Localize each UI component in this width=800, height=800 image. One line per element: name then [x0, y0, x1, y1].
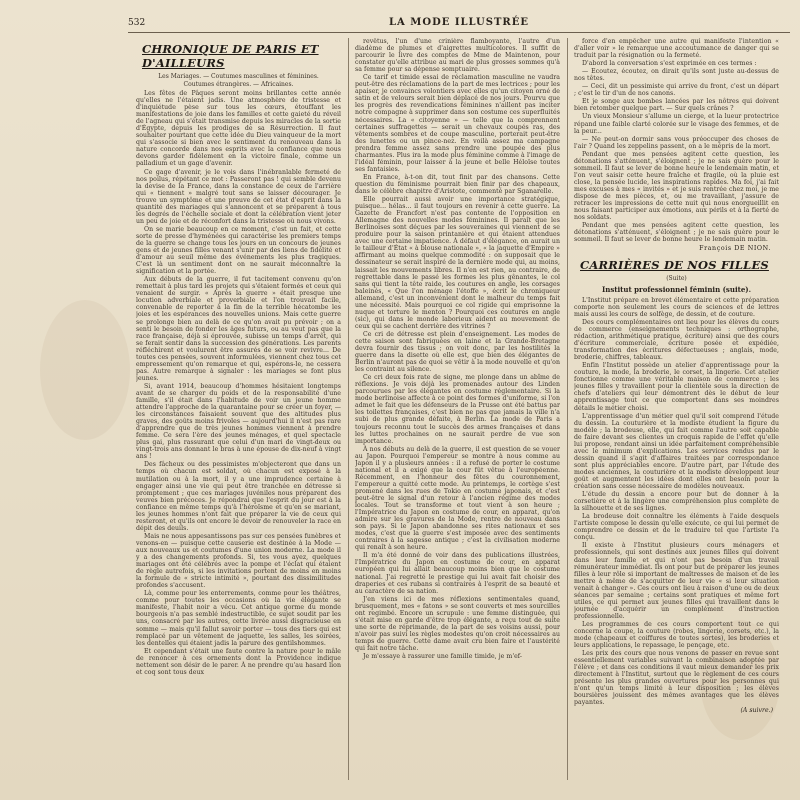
paragraph: revêtus, l'un d'une crinière flamboyante, l'autre d'un diadème de plumes et d'aigrettes multicolores. Il suffit de parcourir le livre des comptes de Mme de Maintenon, pour constater qu'elle attribue au mari de plus grosses sommes qu'à sa femme pour sa dépense somptuaire. — [355, 38, 560, 74]
paragraph: J'en viens ici de mes réflexions sentimentales quand, brusquement, mes « fatons » se sont couverts et mes sourcilles ont regimbé. Encore un scrupule : une femme distinguée, qui s'était mise en garde d'être trop élégante, a reçu tout de suite une sorte de réprimande, de la part de ses voisins aussi, pour n'avoir pas suivi les règles modestes qu'on croit nécessaires au temps de guerre. Cette dame avait cru bien faire et l'austérité qui fait notre tâche. — [355, 595, 560, 652]
paragraph: D'abord la conversation s'est exprimée en ces termes : — [582, 60, 757, 68]
paragraph: L'Institut prépare en brevet élémentaire et cette préparation comporte non seulement les cours de sciences et de lettres mais aussi les cours de solfège, de dessin, et de couture. — [574, 296, 779, 318]
paragraph: Pendant que mes pensées agitent cette question, les détonations s'atténuent, s'éloignent ; je ne sais guère pour le sommeil. Il faut se lever de bonne heure le lendemain matin. — [574, 222, 779, 244]
paragraph: À nos débuts au delà de la guerre, il est question de se vouer au Japon. Pourquoi l'empereur se montre à nous comme au Japon il y a plusieurs années : il a refusé de porter le costume national et il a exigé que la cour fût vêtue à l'européenne. Récemment, en l'honneur des fêtes du couronnement, l'empereur a quitté cette mode. Au printemps, le cortège s'est promené dans les rues de Tokio en costume japonais, et c'est peut-être le signal d'un retour à l'ancien régime des modes locales. Tout se transforme et tout vient à son heure ; l'Impératrice du Japon en costume de cour, en apparat, qu'on admire sur les gravures de la Mode, rentre de nouveau dans son pays. Si le Japon abandonne ses rites nationaux et ses modes, c'est que la guerre s'est imposée avec des sentiments contraires à la sagesse antique ; c'est la civilisation moderne qui renaît à son heure. — [355, 445, 560, 552]
paragraph: Des fâcheux ou des pessimistes m'objecteront que dans un temps où chacun est soldat, où chacun est exposé à la mutilation ou à la mort, il y a une imprudence certaine à engager ainsi une vie qui peut être tranchée en détresse si promptement ; que ces mariages juvéniles nous préparent des veuves bien précoces. Je répondrai que l'esprit du jour est à la confiance en même temps qu'à l'héroïsme et qu'en se mariant, les jeunes hommes n'ont fait que préparer la vie de ceux qui resteront, et qu'ils ont encore le devoir de renouveler la race en dépit des deuils. — [136, 461, 341, 532]
author-signature: François DE NION. — [699, 245, 771, 253]
paragraph: Les programmes de ces cours comportent tout ce qui concerne la coupe, la couture (robes, lingerie, corsets, etc.), la mode (chapeaux et coiffures de toutes sortes), les broderies et leurs applications, le repassage, le pençage, etc. — [574, 620, 779, 650]
paragraph: force d'en empêcher une autre qui manifeste l'intention « d'aller voir » le remarque une accoutumance de danger qui se traduit par la résignation ou la fermeté. — [574, 38, 779, 60]
paragraph: On se marie beaucoup en ce moment, c'est un fait, et cette sorte de presse d'hyménées qui caractérise les premiers temps de la guerre se change tous les jours en un concours de jeunes gens et de jeunes filles venant s'unir par des liens de fidélité et d'amour au seuil même des événements les plus tragiques. C'est là un sentiment dont on ne saurait méconnaître la signification et la portée. — [136, 225, 341, 276]
paper-stain — [40, 300, 130, 440]
column-rule — [348, 38, 349, 780]
carrieres-title: CARRIÈRES DE NOS FILLES — [580, 258, 769, 273]
paragraph: — Ecoutez, écoutez, on dirait qu'ils sont juste au-dessus de nos têtes. — [574, 68, 779, 83]
paragraph: Pendant que mes pensées agitent cette question, les détonations s'atténuent, s'éloignent ; je ne sais guère pour le sommeil. Il faut se lever de bonne heure le lendemain matin, et l'on veut saisir cette heure fraîche et fragile, où la pluie est close, la pensée lucide, les inspirations rapides. Ma foi, j'ai fait mes excuses à mes « invités » et je suis rentrée chez moi, je me dispose de mes pièces, et, ou me travaillant, j'assure de retracer les impressions de cette nuit qui nous enorgueillit en nous faisant participer aux émotions, aux périls et à la fierté de nos soldats. — [574, 150, 779, 222]
paragraph: Je m'essaye à rassurer une famille timide, je m'ef- — [363, 653, 523, 661]
paragraph: En France, à-t-on dit, tout finit par des chansons. Cette question du féminisme pourrait bien finir par des chapeaux, dans le célèbre chapitre d'Aristote, commenté par Sganarelle. — [355, 173, 560, 195]
paragraph: Un vieux Monsieur s'allume un cierge, et la lueur protectrice répand une faible clarté colorée sur le visage des femmes, et de la peur... — [574, 113, 779, 135]
paragraph: Aux débuts de la guerre, il fut tacitement convenu qu'on remettait à plus tard les projets qui s'étaient formés et ceux qui venaient de surgir. « Après la guerre » était presque une locution adverbiale et proverbiale et l'on trouvait facile, convenable de reporter à la fin de la terrible hécatombe les joies et les espérances des nouvelles unions. Mais cette guerre se prolonge bien au delà de ce qu'on avait pu prévoir ; on a senti le besoin de fonder les âges futurs, ou au veut pas que la race française, déjà si éprouvée, subisse un temps d'arrêt, qui se ferait sentir dans la succession des générations. Les parents réfléchirent et voulurent être assurés de se voir revivre... De toutes ces pensées, souvent informulées, viennent chez tous cet empressement qu'on remarque et qui, espérons-le, ne cessera pas. Autre remarque à signaler : les mariages se font plus jeunes. — [136, 276, 341, 382]
chronique-summary — [136, 73, 341, 88]
page-header — [128, 16, 790, 33]
paragraph: L'apprentissage d'un métier quel qu'il soit comprend l'étude du dessin. La couturière et la modiste étudient la figure du modèle ; la brodeuse, elle, qui fait comme l'autre soit capable de faire devant ses clientes un croquis rapide de l'effet qu'elle lui propose, rendant ainsi un idée parfaitement compréhensible avec le minimum d'explications. Les services rendus par le dessin quand il s'agit d'affaires traitées par correspondance sont plus appréciables encore. D'autre part, par l'étude des modes anciennes, la couturière et la modiste développent leur goût et augmentent les idées dont elles ont besoin pour la création sans cesse nécessaire de modèles nouveaux. — [574, 412, 779, 491]
chronique-body-part-2 — [355, 38, 560, 660]
paragraph: Des cours complémentaires ont lieu pour les élèves du cours de commerce (enseignements techniques : orthographe, rédaction, arithmétique pratique, écriture) ainsi que des cours d'écriture commerciale, écriture posée et expédiée, transformation des écritures défectueuses ; anglais, mode, broderie, chiffres, tableaux. — [574, 318, 779, 362]
a-suivre: (A suivre.) — [740, 707, 773, 715]
column-3 — [574, 38, 779, 783]
paragraph: Ce tarif et timide essai de réclamation masculine ne vaudra peut-être des réclamations de la part de mes lectrices ; pour les apaiser, je convaincs volontiers avec elles qu'un citoyen orné de satin et de velours serait bien déplacé de nos jours. Pourvu que les progrès des revendications féminines n'aillent pas inciter notre compagne à supprimer dans son costume ces superfluités nécessaires. La « citoyenne » — telle que la comprennent certaines suffragettes — serait un chevaux coupés ras, des vêtements sombres et de coupe masculine, porterait peut-être des lunettes ou un pince-nez. En voilà assez ma campagne prendra femme assez sans prendre une poupée des plus charmantes. Plus ira la mode plus féminine comme à l'image de l'idéal féminin, pour laisser à la jeune et belle Héloïse toutes ses fantaisies. — [355, 74, 560, 173]
chronique-summary-line: Coutumes étrangères. — Africaines. — [183, 80, 294, 88]
paragraph: Elle pourrait aussi avoir une importance stratégique, puisque... hélas... il faut toujours en revenir à cette guerre. La Gazette de Francfort n'est pas contente de l'opposition en Allemagne des nouvelles modes féminines. Il paraît que les Berlinoises sont déçues par les souveraines qui viennent de se produire pour la saison printanière et qui étaient attendues avec une certaine impatience. À défaut d'élégance, on aurait un le tailleur d'État « à blouse nationale », « la jaquette d'Empire » affirmant au moins quelque commodité : on supposait que le dessinateur se serait inspiré de la dernière mode qui, au moins, laissait les mouvements libres. Il n'en est rien, au contraire, de regrettable dans le passé les formes les plus gênantes, le col sans qui tient la tête raide, les coutures en angle, les corsages baleinés, « Que l'on ménage l'étoffe », écrit le chroniqueur allemand, c'est un inconvénient dont le malheur du temps fait une nécessité. Mais pourquoi ce col rigide qui emprisonne la nuque et torture le menton ? Pourquoi ces coutures en angle (sic), qui dans le monde laborieux aident au mouvement de ceux qui se cachent derrière des vitrines ? — [355, 196, 560, 330]
carrieres-body — [574, 297, 779, 707]
paragraph: Et cependant s'était une faute contre la nature pour le mâle de renoncer à ces ornements dont la Providence indique nettement son désir de le parer. À ne prendre qu'au hasard lion et coq sont tous deux — [136, 647, 341, 676]
paragraph: Mais ne nous appesantissons pas sur ces pensées funèbres et venons-en — puisque cette causerie est destinée à la Mode — aux nouveaux us et coutumes d'une union moderne. La mode il y a des changements profonds. Si, tes vous ayez, quelques mariages ont été célébrés avec la pompe et l'éclat qui étaient de règle autrefois, si les invitations portent de moins en moins la formule de « stricte intimité », pourtant des dissimilitudes profondes s'accusent. — [136, 532, 341, 590]
paragraph: Ce gage d'avenir, je le vois dans l'inébranlable fermeté de nos poilus, répétant ce mot : Passeront pas ! qui semble devenu la devise de la France, dans la constance de ceux de l'arrière qui « tiennent » malgré tout sans se laisser décourager. Je trouve un symptôme et une preuve de cet état d'esprit dans la quantité des mariages qui s'annoncent et se préparent à tous les degrés de l'échelle sociale et dont la célébration vient jeter un peu de joie et de réconfort dans la tristesse où nous vivons. — [136, 168, 341, 225]
chronique-body-part-3 — [574, 38, 779, 243]
paragraph: Les fêtes de Pâques seront moins brillantes cette année qu'elles ne l'étaient jadis. Une atmosphère de tristesse et d'inquiétude pèse sur tous les cœurs, étouffant les manifestations de joie dans les familles et cette gaieté du réveil de l'agneau qui s'était transmise depuis les miracles de la sortie d'Égypte, depuis les prodiges de sa Résurrection. Il faut souhaiter pourtant que cette idée du Dieu vainqueur de la mort qui s'associe si bien avec le sentiment du renouveau dans la nature concorde dans nos esprits avec la confiance que nous devons garder fidèlement en la victoire finale, comme un palladium et un gage d'avenir. — [136, 90, 341, 168]
carrieres-subtitle: Institut professionnel féminin (suite). — [601, 284, 752, 294]
column-2 — [355, 38, 560, 783]
paragraph: Les prix des cours que nous venons de passer en revue sont essentiellement variables suivant la combinaison adoptée par l'élève ; et dans ces conditions il vaut mieux demander les prix directement à l'Institut, surtout que le règlement de ces cours présente les plus grandes ouvertures pour les personnes qui n'ont qu'un temps limité à leur disposition ; les élèves boursières jouissent des mêmes avantages que les élèves payantes. — [574, 650, 779, 707]
column-rule — [567, 38, 568, 780]
paragraph: Il m'a été donné de voir dans des publications illustrées, l'Impératrice du Japon en costume de cour, en apparat européen qui lui allait beaucoup moins bien que le costume national. J'ai regretté le prestige qui lui avait fait choisir des draperies et ces rubans si contraires à l'esprit de sa beauté et au caractère de sa nation. — [355, 552, 560, 595]
paragraph: Il existe à l'Institut plusieurs cours ménagers et professionnels, qui sont destinés aux jeunes filles qui doivent dans leur famille et qui n'ont pas besoin d'un travail rémunérateur immédiat. Ils ont pour but de préparer les jeunes filles à leur rôle si important de maîtresses de maison et de les mettre à même de s'acquitter de leur vie « si leur situation venait à changer ». Ces cours ont lieu à raison d'une ou de deux séances par semaine ; certains sont pratiques et même fort utiles, ce qui permet aux jeunes filles qui travaillent dans le journée d'acquérir un complément d'instruction professionnelle. — [574, 542, 779, 620]
paragraph: — Ne peut-on dormir sans vous préoccuper des choses de l'air ? Quand les zeppelins passent, on a le mépris de la mort. — [574, 135, 779, 150]
chronique-body-part-1 — [136, 90, 341, 676]
running-title: LA MODE ILLUSTRÉE — [389, 17, 529, 28]
column-1 — [136, 38, 341, 783]
chronique-summary-line: Les Mariages. — Coutumes masculines et féminines. — [158, 73, 319, 80]
paragraph: Si, avant 1914, beaucoup d'hommes hésitaient longtemps avant de se charger du poids et de la responsabilité d'une famille, s'il était dans l'habitude de voir un jeune homme attendre l'approche de la quarantaine pour se créer un foyer, — les circonstances faisaient souvent que des altitudes plus graves, des goûts moins frivoles — aujourd'hui il n'est pas rare d'apprendre que de très jeunes hommes viennent à prendre femme. Ce sera l'ère des jeunes ménages, et quel spectacle plus gai, plus rassurant que celui d'un mari de vingt-deux ou vingt-trois ans donnant le bras à une épouse de dix-neuf à vingt ans ! — [136, 382, 341, 461]
carrieres-suite-label: (Suite) — [666, 275, 687, 283]
chronique-title: CHRONIQUE DE PARIS ET D'AILLEURS — [142, 42, 319, 70]
paragraph: Et je songe aux bombes lancées par les nôtres qui doivent bien retomber quelque part. — Sur quels crânes ? — [574, 98, 779, 113]
paragraph: Ce cri de détresse est plein d'enseignement. Les modes de cette saison sont fabriquées en laine et la Grande-Bretagne devra fournir des tissus ; on voit donc, par les hostilités la guerre dans la disette où elle est, que bien des élégantes de Berlin n'auront pas de quoi se vêtir à la mode nouvelle et qu'on les contraint au silence. — [355, 330, 560, 374]
paragraph: Ce cri deux fois rate de signe, me plonge dans un abîme de réflexions. Je vois déjà les promenades autour des Linden parcourues par les élégantes en costume réglementaire. Si la mode berlinoise affecte à ce point des formes d'uniforme, si l'on admet le fait que les défenseurs de la Prusse ont été battus par les toilettes françaises, c'est bien ne pas que jamais la ville n'a subi de plus grande défaite, à Berlin. La mode de Paris a toujours reconnu tout le succès des armes françaises et dans les luttes prochaines on ne saurait perdre de vue son importance. — [355, 374, 560, 445]
paragraph: Là, comme pour les enterrements, comme pour les théâtres, comme pour toutes les occasions où la vie élégante se manifeste, l'habit noir a vécu. Cet antique gorme du monde bourgeois n'a pas semblé indestructible, ce sujet soudit par les uns, consacré par les autres, cette livrée aussi disgracieuse en somme — mais qu'il fallut savoir porter — tous des tiers qui est remplacé par un vêtement de jaquette, les salles, les soirées, les dentelles qui étaient jadis la parure des gentilshommes. — [136, 590, 341, 647]
paragraph: — Ceci, dit un pessimiste qui arrive du front, c'est un départ ; c'est le tir d'un de nos canons. — [574, 83, 779, 98]
page-number: 532 — [128, 18, 146, 28]
paragraph: L'étude du dessin a encore pour but de donner à la corsetière et à la lingère une compréhension plus complète de la silhouette et de ses lignes. — [574, 491, 779, 513]
paragraph: La brodeuse doit connaître les éléments à l'aide desquels l'artiste compose le dessin qu'elle exécute, ce qui lui permet de comprendre ce dessin et de le traduire tel que l'artiste l'a conçu. — [574, 513, 779, 542]
paragraph: Enfin l'Institut possède un atelier d'apprentissage pour la couture, la mode, la broderie, le corset, la lingerie. Cet atelier fonctionne comme une véritable maison de commerce ; les jeunes filles y travaillent pour la clientèle sous la direction de chefs d'ateliers qui leur démontrent dès le début de leur apprentissage tout ce que comportent dans ses moindres détails le métier choisi. — [574, 362, 779, 412]
